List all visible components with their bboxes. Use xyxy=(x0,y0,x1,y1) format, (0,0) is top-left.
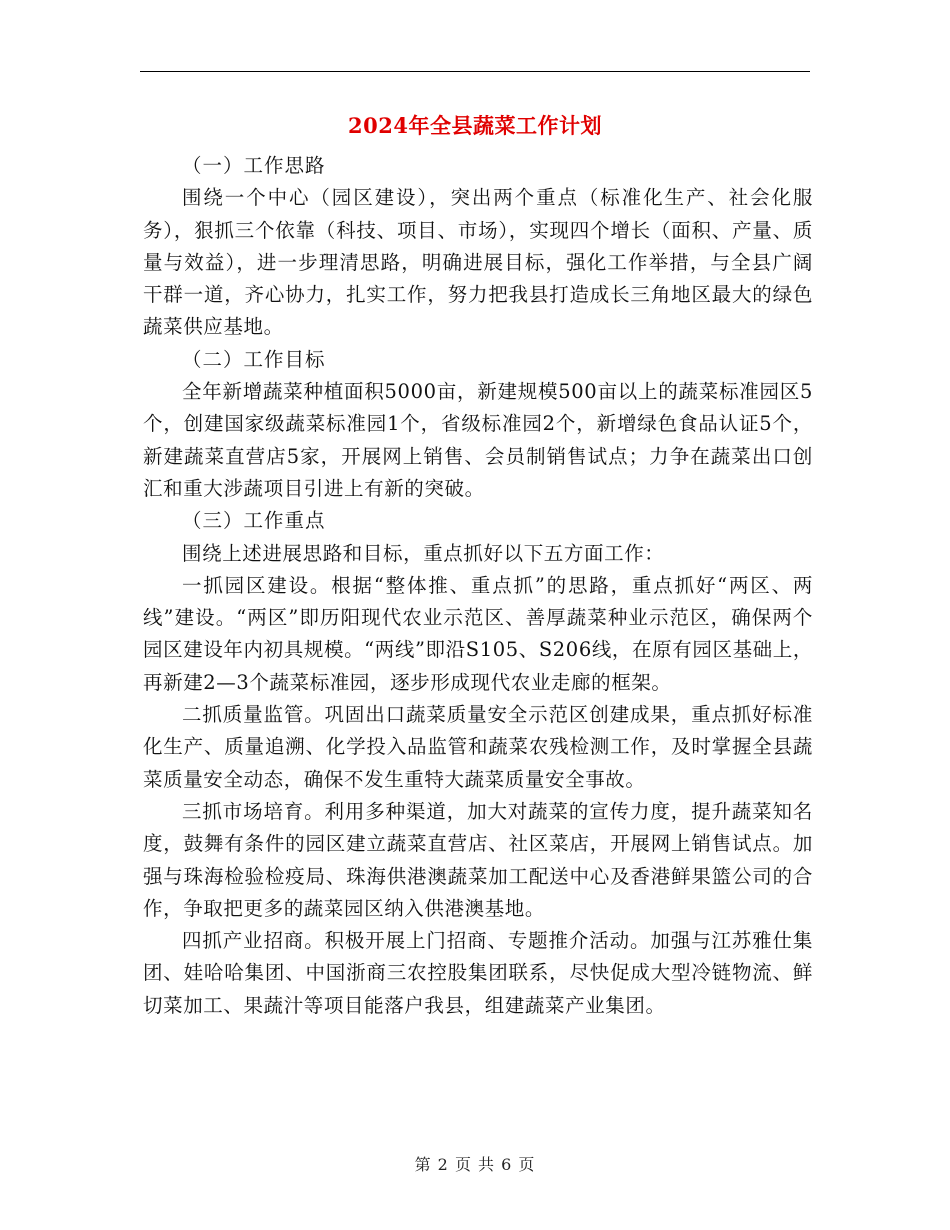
header-rule xyxy=(140,71,810,72)
document-title: 2024年全县蔬菜工作计划 xyxy=(348,113,602,138)
paragraph-quality-supervision: 二抓质量监管。巩固出口蔬菜质量安全示范区创建成果，重点抓好标准化生产、质量追溯、化学投入品监管和蔬菜农残检测工作，及时掌握全县蔬菜质量安全动态，确保不发生重特大蔬菜质量安全事故。 xyxy=(143,703,813,791)
paragraph-work-goals: 全年新增蔬菜种植面积5000亩，新建规模500亩以上的蔬菜标准园区5个，创建国家级蔬菜标准园1个，省级标准园2个，新增绿色食品认证5个，新建蔬菜直营店5家，开展网上销售、会员制销售试点；力争在蔬菜出口创汇和重大涉蔬项目引进上有新的突破。 xyxy=(143,380,813,500)
paragraph-park-construction: 一抓园区建设。根据“整体推、重点抓”的思路，重点抓好“两区、两线”建设。“两区”即历阳现代农业示范区、善厚蔬菜种业示范区，确保两个园区建设年内初具规模。“两线”即沿S105、S206线，在原有园区基础上，再新建2—3个蔬菜标准园，逐步形成现代农业走廊的框架。 xyxy=(143,573,813,694)
document-body xyxy=(143,150,813,1022)
paragraph-industry-investment: 四抓产业招商。积极开展上门招商、专题推介活动。加强与江苏雅仕集团、娃哈哈集团、中国浙商三农控股集团联系，尽快促成大型冷链物流、鲜切菜加工、果蔬汁等项目能落户我县，组建蔬菜产业集团。 xyxy=(143,929,813,1017)
paragraph-focus-intro: 围绕上述进展思路和目标，重点抓好以下五方面工作： xyxy=(182,541,665,565)
section-heading-work-focus: （三）工作重点 xyxy=(182,509,326,533)
page-number: 第 2 页 共 6 页 xyxy=(414,1155,536,1174)
paragraph-work-ideas: 围绕一个中心（园区建设），突出两个重点（标准化生产、社会化服务），狠抓三个依靠（科技、项目、市场），实现四个增长（面积、产量、质量与效益），进一步理清思路，明确进展目标，强化工作举措，与全县广阔干群一道，齐心协力，扎实工作，努力把我县打造成长三角地区最大的绿色蔬菜供应基地。 xyxy=(143,186,813,339)
section-heading-work-goals: （二）工作目标 xyxy=(182,347,326,371)
section-heading-work-ideas: （一）工作思路 xyxy=(182,154,326,177)
paragraph-market-cultivation: 三抓市场培育。利用多种渠道，加大对蔬菜的宣传力度，提升蔬菜知名度，鼓舞有条件的园区建立蔬菜直营店、社区菜店，开展网上销售试点。加强与珠海检验检疫局、珠海供港澳蔬菜加工配送中心及香港鲜果篮公司的合作，争取把更多的蔬菜园区纳入供港澳基地。 xyxy=(143,799,813,920)
